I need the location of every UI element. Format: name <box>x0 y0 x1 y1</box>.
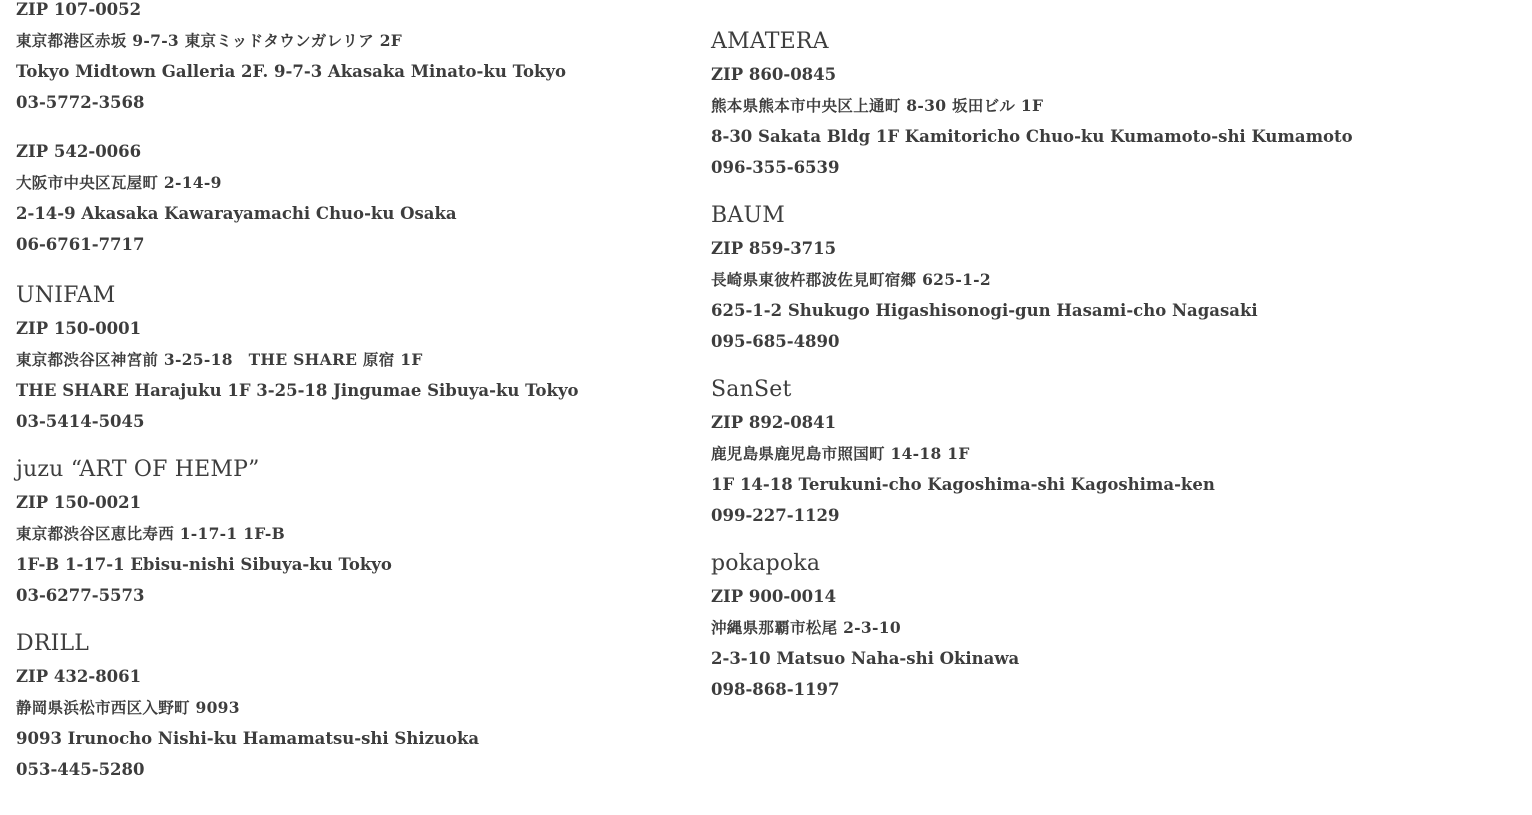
store-name: BAUM <box>711 203 785 228</box>
store-entry <box>16 0 566 118</box>
store-zip: ZIP 150-0001 <box>16 319 142 338</box>
store-name: DRILL <box>16 631 90 656</box>
store-zip: ZIP 860-0845 <box>711 65 837 84</box>
store-address-jp: 東京都渋谷区神宮前 3-25-18 THE SHARE 原宿 1F <box>16 350 423 369</box>
store-zip: ZIP 542-0066 <box>16 142 142 161</box>
store-entry-sanset <box>711 376 1215 531</box>
store-phone: 095-685-4890 <box>711 332 840 351</box>
store-phone: 03-5772-3568 <box>16 93 145 112</box>
store-phone: 03-6277-5573 <box>16 586 145 605</box>
store-entry-juzu <box>16 456 392 611</box>
store-address-jp: 大阪市中央区瓦屋町 2-14-9 <box>16 173 222 192</box>
store-address-jp: 長崎県東彼杵郡波佐見町宿郷 625-1-2 <box>711 270 991 289</box>
store-zip: ZIP 107-0052 <box>16 0 142 19</box>
store-address-jp: 熊本県熊本市中央区上通町 8-30 坂田ビル 1F <box>711 96 1044 115</box>
store-phone: 098-868-1197 <box>711 680 840 699</box>
store-phone: 053-445-5280 <box>16 760 145 779</box>
store-address-en: 9093 Irunocho Nishi-ku Hamamatsu-shi Shizuoka <box>16 729 480 748</box>
store-address-en: Tokyo Midtown Galleria 2F. 9-7-3 Akasaka Minato-ku Tokyo <box>16 62 566 81</box>
store-name: AMATERA <box>711 29 829 54</box>
store-address-en: 625-1-2 Shukugo Higashisonogi-gun Hasami-cho Nagasaki <box>711 301 1258 320</box>
store-address-en: 1F-B 1-17-1 Ebisu-nishi Sibuya-ku Tokyo <box>16 555 392 574</box>
store-phone: 03-5414-5045 <box>16 412 145 431</box>
store-address-jp: 鹿児島県鹿児島市照国町 14-18 1F <box>711 444 970 463</box>
store-address-jp: 静岡県浜松市西区入野町 9093 <box>16 698 240 717</box>
store-address-jp: 東京都港区赤坂 9-7-3 東京ミッドタウンガレリア 2F <box>16 31 403 50</box>
store-name: UNIFAM <box>16 283 116 308</box>
store-address-jp: 沖縄県那覇市松尾 2-3-10 <box>711 618 901 637</box>
store-phone: 06-6761-7717 <box>16 235 145 254</box>
store-name: pokapoka <box>711 551 821 576</box>
store-address-en: THE SHARE Harajuku 1F 3-25-18 Jingumae Sibuya-ku Tokyo <box>16 381 579 400</box>
store-zip: ZIP 900-0014 <box>711 587 837 606</box>
store-entry <box>16 136 457 260</box>
store-address-en: 1F 14-18 Terukuni-cho Kagoshima-shi Kagoshima-ken <box>711 475 1215 494</box>
store-phone: 096-355-6539 <box>711 158 840 177</box>
store-zip: ZIP 150-0021 <box>16 493 142 512</box>
store-zip: ZIP 859-3715 <box>711 239 837 258</box>
store-address-en: 2-3-10 Matsuo Naha-shi Okinawa <box>711 649 1020 668</box>
store-zip: ZIP 892-0841 <box>711 413 837 432</box>
store-zip: ZIP 432-8061 <box>16 667 142 686</box>
store-name: juzu “ART OF HEMP” <box>16 457 260 482</box>
store-entry-unifam <box>16 282 579 437</box>
store-address-jp: 東京都渋谷区恵比寿西 1-17-1 1F-B <box>16 524 286 543</box>
store-address-en: 2-14-9 Akasaka Kawarayamachi Chuo-ku Osaka <box>16 204 457 223</box>
store-name: SanSet <box>711 377 792 402</box>
store-phone: 099-227-1129 <box>711 506 840 525</box>
store-entry-baum <box>711 202 1258 357</box>
store-entry-amatera <box>711 28 1353 183</box>
store-address-en: 8-30 Sakata Bldg 1F Kamitoricho Chuo-ku Kumamoto-shi Kumamoto <box>711 127 1353 146</box>
store-entry-drill <box>16 630 479 785</box>
store-entry-pokapoka <box>711 550 1019 705</box>
